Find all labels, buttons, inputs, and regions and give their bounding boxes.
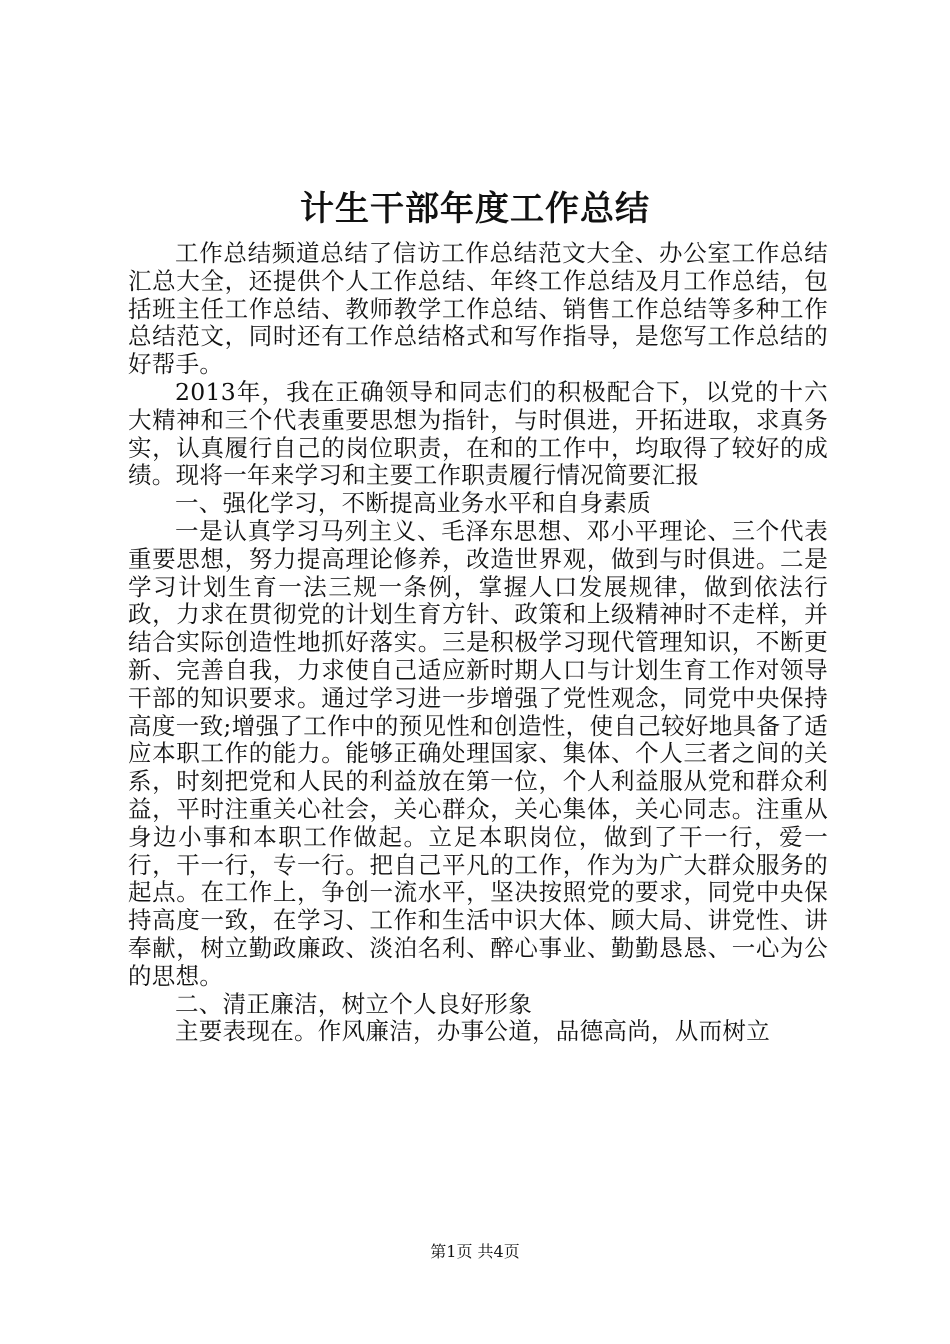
paragraph-integrity: 主要表现在。作风廉洁，办事公道，品德高尚，从而树立 <box>175 1017 770 1046</box>
paragraph-summary: 2013年，我在正确领导和同志们的积极配合下，以党的十六大精神和三个代表重要思想为指针，与时俱进，开拓进取，求真务实，认真履行自己的岗位职责，在和的工作中，均取得了较好的成绩。现将一年来学习和主要工作职责履行情况简要汇报 <box>128 377 828 490</box>
section-heading-1: 一、强化学习，不断提高业务水平和自身素质 <box>175 489 651 518</box>
document-title: 计生干部年度工作总结 <box>300 189 650 229</box>
page-number-footer: 第1页 共4页 <box>430 1242 520 1261</box>
paragraph-intro: 工作总结频道总结了信访工作总结范文大全、办公室工作总结汇总大全，还提供个人工作总结、年终工作总结及月工作总结，包括班主任工作总结、教师教学工作总结、销售工作总结等多种工作总结范文，同时还有工作总结格式和写作指导，是您写工作总结的好帮手。 <box>128 239 828 379</box>
document-body <box>128 240 828 1046</box>
paragraph-study: 一是认真学习马列主义、毛泽东思想、邓小平理论、三个代表重要思想，努力提高理论修养，改造世界观，做到与时俱进。二是学习计划生育一法三规一条例，掌握人口发展规律，做到依法行政，力求在贯彻党的计划生育方针、政策和上级精神时不走样，并结合实际创造性地抓好落实。三是积极学习现代管理知识，不断更新、完善自我，力求使自己适应新时期人口与计划生育工作对领导干部的知识要求。通过学习进一步增强了党性观念，同党中央保持高度一致;增强了工作中的预见性和创造性，使自己较好地具备了适应本职工作的能力。能够正确处理国家、集体、个人三者之间的关系，时刻把党和人民的利益放在第一位，个人利益服从党和群众利益，平时注重关心社会，关心群众，关心集体，关心同志。注重从身边小事和本职工作做起。立足本职岗位，做到了干一行，爱一行，干一行，专一行。把自己平凡的工作，作为为广大群众服务的起点。在工作上，争创一流水平，坚决按照党的要求，同党中央保持高度一致，在学习、工作和生活中识大体、顾大局、讲党性、讲奉献，树立勤政廉政、淡泊名利、醉心事业、勤勤恳恳、一心为公的思想。 <box>128 516 828 990</box>
section-heading-2: 二、清正廉洁，树立个人良好形象 <box>175 989 532 1018</box>
